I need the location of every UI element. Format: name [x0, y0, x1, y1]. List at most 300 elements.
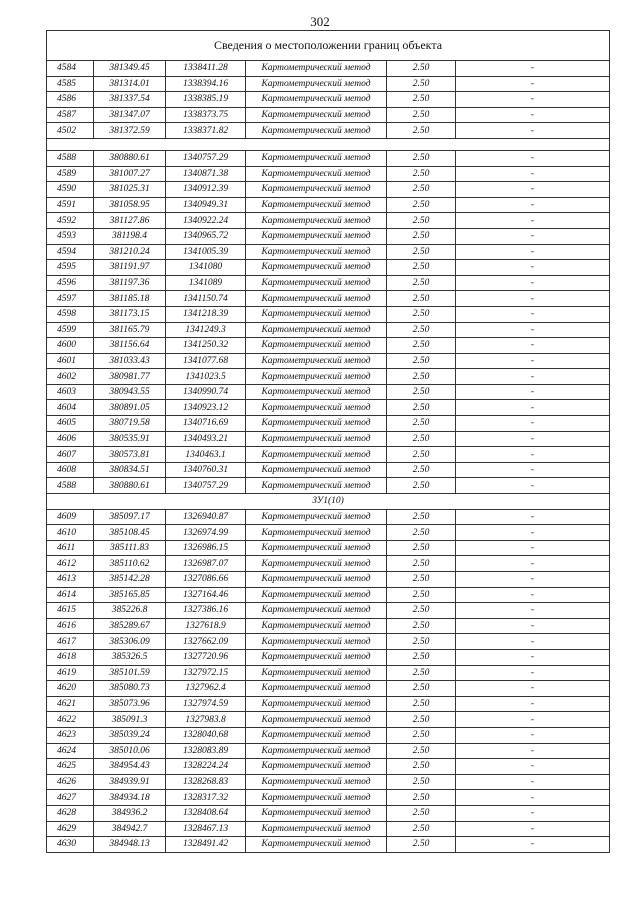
accuracy-cell: 2.50 [387, 61, 456, 77]
description-cell: - [456, 244, 610, 260]
description-cell: - [456, 712, 610, 728]
accuracy-cell: 2.50 [387, 400, 456, 416]
description-cell: - [456, 462, 610, 478]
method-cell: Картометрический метод [246, 540, 387, 556]
section-separator-row [47, 494, 610, 510]
method-cell: Картометрический метод [246, 759, 387, 775]
x-coordinate-cell: 380880.61 [94, 150, 166, 166]
section-label: ЗУ1(10) [47, 494, 610, 510]
table-row [47, 291, 610, 307]
accuracy-cell: 2.50 [387, 712, 456, 728]
description-cell: - [456, 431, 610, 447]
accuracy-cell: 2.50 [387, 228, 456, 244]
accuracy-cell: 2.50 [387, 525, 456, 541]
point-number-cell: 4584 [47, 61, 94, 77]
description-cell: - [456, 649, 610, 665]
method-cell: Картометрический метод [246, 447, 387, 463]
point-number-cell: 4629 [47, 821, 94, 837]
description-cell: - [456, 759, 610, 775]
y-coordinate-cell: 1328224.24 [166, 759, 246, 775]
accuracy-cell: 2.50 [387, 197, 456, 213]
accuracy-cell: 2.50 [387, 759, 456, 775]
y-coordinate-cell: 1340493.21 [166, 431, 246, 447]
point-number-cell: 4597 [47, 291, 94, 307]
x-coordinate-cell: 385110.62 [94, 556, 166, 572]
description-cell: - [456, 306, 610, 322]
x-coordinate-cell: 381210.24 [94, 244, 166, 260]
accuracy-cell: 2.50 [387, 338, 456, 354]
table-row [47, 727, 610, 743]
method-cell: Картометрический метод [246, 649, 387, 665]
accuracy-cell: 2.50 [387, 665, 456, 681]
accuracy-cell: 2.50 [387, 322, 456, 338]
description-cell: - [456, 197, 610, 213]
method-cell: Картометрический метод [246, 213, 387, 229]
accuracy-cell: 2.50 [387, 275, 456, 291]
table-row [47, 447, 610, 463]
y-coordinate-cell: 1326987.07 [166, 556, 246, 572]
y-coordinate-cell: 1328268.83 [166, 774, 246, 790]
point-number-cell: 4602 [47, 369, 94, 385]
x-coordinate-cell: 380535.91 [94, 431, 166, 447]
method-cell: Картометрический метод [246, 353, 387, 369]
accuracy-cell: 2.50 [387, 790, 456, 806]
accuracy-cell: 2.50 [387, 150, 456, 166]
description-cell: - [456, 213, 610, 229]
y-coordinate-cell: 1338411.28 [166, 61, 246, 77]
method-cell: Картометрический метод [246, 634, 387, 650]
method-cell: Картометрический метод [246, 431, 387, 447]
y-coordinate-cell: 1327962.4 [166, 681, 246, 697]
method-cell: Картометрический метод [246, 166, 387, 182]
description-cell: - [456, 540, 610, 556]
x-coordinate-cell: 381173.15 [94, 306, 166, 322]
point-number-cell: 4620 [47, 681, 94, 697]
method-cell: Картометрический метод [246, 384, 387, 400]
x-coordinate-cell: 381191.97 [94, 260, 166, 276]
method-cell: Картометрический метод [246, 837, 387, 853]
method-cell: Картометрический метод [246, 727, 387, 743]
method-cell: Картометрический метод [246, 92, 387, 108]
y-coordinate-cell: 1327086.66 [166, 572, 246, 588]
accuracy-cell: 2.50 [387, 291, 456, 307]
x-coordinate-cell: 381127.86 [94, 213, 166, 229]
method-cell: Картометрический метод [246, 306, 387, 322]
table-row [47, 712, 610, 728]
table-row [47, 540, 610, 556]
description-cell: - [456, 260, 610, 276]
point-number-cell: 4589 [47, 166, 94, 182]
y-coordinate-cell: 1327983.8 [166, 712, 246, 728]
x-coordinate-cell: 384934.18 [94, 790, 166, 806]
y-coordinate-cell: 1340757.29 [166, 478, 246, 494]
x-coordinate-cell: 385289.67 [94, 618, 166, 634]
point-number-cell: 4502 [47, 123, 94, 139]
accuracy-cell: 2.50 [387, 353, 456, 369]
method-cell: Картометрический метод [246, 603, 387, 619]
x-coordinate-cell: 385091.3 [94, 712, 166, 728]
method-cell: Картометрический метод [246, 338, 387, 354]
description-cell: - [456, 665, 610, 681]
method-cell: Картометрический метод [246, 182, 387, 198]
x-coordinate-cell: 385010.06 [94, 743, 166, 759]
x-coordinate-cell: 384939.91 [94, 774, 166, 790]
description-cell: - [456, 681, 610, 697]
description-cell: - [456, 76, 610, 92]
y-coordinate-cell: 1326986.15 [166, 540, 246, 556]
point-number-cell: 4600 [47, 338, 94, 354]
table-row [47, 76, 610, 92]
accuracy-cell: 2.50 [387, 213, 456, 229]
table-row [47, 572, 610, 588]
x-coordinate-cell: 380943.55 [94, 384, 166, 400]
table-row [47, 743, 610, 759]
table-caption-row [47, 31, 610, 61]
point-number-cell: 4599 [47, 322, 94, 338]
table-row [47, 509, 610, 525]
point-number-cell: 4621 [47, 696, 94, 712]
accuracy-cell: 2.50 [387, 76, 456, 92]
y-coordinate-cell: 1338385.19 [166, 92, 246, 108]
table-row [47, 696, 610, 712]
method-cell: Картометрический метод [246, 275, 387, 291]
table-row [47, 244, 610, 260]
method-cell: Картометрический метод [246, 509, 387, 525]
table-row [47, 260, 610, 276]
point-number-cell: 4616 [47, 618, 94, 634]
point-number-cell: 4593 [47, 228, 94, 244]
accuracy-cell: 2.50 [387, 478, 456, 494]
table-row [47, 400, 610, 416]
y-coordinate-cell: 1338373.75 [166, 107, 246, 123]
accuracy-cell: 2.50 [387, 107, 456, 123]
point-number-cell: 4623 [47, 727, 94, 743]
description-cell: - [456, 291, 610, 307]
table-row [47, 603, 610, 619]
y-coordinate-cell: 1327972.15 [166, 665, 246, 681]
description-cell: - [456, 416, 610, 432]
y-coordinate-cell: 1341249.3 [166, 322, 246, 338]
point-number-cell: 4592 [47, 213, 94, 229]
accuracy-cell: 2.50 [387, 572, 456, 588]
description-cell: - [456, 774, 610, 790]
table-row [47, 228, 610, 244]
description-cell: - [456, 618, 610, 634]
description-cell: - [456, 447, 610, 463]
x-coordinate-cell: 381197.36 [94, 275, 166, 291]
y-coordinate-cell: 1340923.12 [166, 400, 246, 416]
description-cell: - [456, 338, 610, 354]
table-row [47, 821, 610, 837]
table-row [47, 197, 610, 213]
accuracy-cell: 2.50 [387, 166, 456, 182]
method-cell: Картометрический метод [246, 61, 387, 77]
y-coordinate-cell: 1341005.39 [166, 244, 246, 260]
table-row [47, 837, 610, 853]
point-number-cell: 4588 [47, 150, 94, 166]
description-cell: - [456, 353, 610, 369]
method-cell: Картометрический метод [246, 821, 387, 837]
point-number-cell: 4626 [47, 774, 94, 790]
y-coordinate-cell: 1341250.32 [166, 338, 246, 354]
table-row [47, 213, 610, 229]
point-number-cell: 4614 [47, 587, 94, 603]
point-number-cell: 4630 [47, 837, 94, 853]
y-coordinate-cell: 1341080 [166, 260, 246, 276]
y-coordinate-cell: 1327662.09 [166, 634, 246, 650]
method-cell: Картометрический метод [246, 228, 387, 244]
accuracy-cell: 2.50 [387, 384, 456, 400]
point-number-cell: 4619 [47, 665, 94, 681]
x-coordinate-cell: 380880.61 [94, 478, 166, 494]
description-cell: - [456, 400, 610, 416]
y-coordinate-cell: 1338394.16 [166, 76, 246, 92]
y-coordinate-cell: 1341150.74 [166, 291, 246, 307]
accuracy-cell: 2.50 [387, 182, 456, 198]
accuracy-cell: 2.50 [387, 634, 456, 650]
method-cell: Картометрический метод [246, 291, 387, 307]
accuracy-cell: 2.50 [387, 416, 456, 432]
x-coordinate-cell: 385142.28 [94, 572, 166, 588]
description-cell: - [456, 322, 610, 338]
description-cell: - [456, 369, 610, 385]
point-number-cell: 4601 [47, 353, 94, 369]
accuracy-cell: 2.50 [387, 681, 456, 697]
accuracy-cell: 2.50 [387, 618, 456, 634]
x-coordinate-cell: 385039.24 [94, 727, 166, 743]
x-coordinate-cell: 381372.59 [94, 123, 166, 139]
y-coordinate-cell: 1327974.59 [166, 696, 246, 712]
method-cell: Картометрический метод [246, 76, 387, 92]
method-cell: Картометрический метод [246, 587, 387, 603]
point-number-cell: 4591 [47, 197, 94, 213]
point-number-cell: 4596 [47, 275, 94, 291]
method-cell: Картометрический метод [246, 462, 387, 478]
method-cell: Картометрический метод [246, 805, 387, 821]
y-coordinate-cell: 1327720.96 [166, 649, 246, 665]
page-number: 302 [310, 14, 330, 29]
accuracy-cell: 2.50 [387, 260, 456, 276]
method-cell: Картометрический метод [246, 123, 387, 139]
x-coordinate-cell: 381025.31 [94, 182, 166, 198]
table-row [47, 416, 610, 432]
x-coordinate-cell: 385108.45 [94, 525, 166, 541]
method-cell: Картометрический метод [246, 244, 387, 260]
y-coordinate-cell: 1340757.29 [166, 150, 246, 166]
y-coordinate-cell: 1327386.16 [166, 603, 246, 619]
description-cell: - [456, 107, 610, 123]
method-cell: Картометрический метод [246, 260, 387, 276]
table-row [47, 431, 610, 447]
x-coordinate-cell: 385097.17 [94, 509, 166, 525]
x-coordinate-cell: 385073.96 [94, 696, 166, 712]
accuracy-cell: 2.50 [387, 805, 456, 821]
x-coordinate-cell: 384942.7 [94, 821, 166, 837]
table-row [47, 649, 610, 665]
x-coordinate-cell: 381058.95 [94, 197, 166, 213]
table-row [47, 478, 610, 494]
y-coordinate-cell: 1326974.99 [166, 525, 246, 541]
y-coordinate-cell: 1340760.31 [166, 462, 246, 478]
x-coordinate-cell: 381198.4 [94, 228, 166, 244]
point-number-cell: 4595 [47, 260, 94, 276]
point-number-cell: 4625 [47, 759, 94, 775]
table-row [47, 61, 610, 77]
description-cell: - [456, 123, 610, 139]
x-coordinate-cell: 385165.85 [94, 587, 166, 603]
point-number-cell: 4605 [47, 416, 94, 432]
description-cell: - [456, 92, 610, 108]
x-coordinate-cell: 381156.64 [94, 338, 166, 354]
x-coordinate-cell: 381337.54 [94, 92, 166, 108]
description-cell: - [456, 509, 610, 525]
accuracy-cell: 2.50 [387, 696, 456, 712]
point-number-cell: 4617 [47, 634, 94, 650]
x-coordinate-cell: 385111.83 [94, 540, 166, 556]
table-row [47, 353, 610, 369]
accuracy-cell: 2.50 [387, 123, 456, 139]
description-cell: - [456, 696, 610, 712]
table-row [47, 182, 610, 198]
accuracy-cell: 2.50 [387, 431, 456, 447]
description-cell: - [456, 634, 610, 650]
method-cell: Картометрический метод [246, 197, 387, 213]
point-number-cell: 4586 [47, 92, 94, 108]
x-coordinate-cell: 381314.01 [94, 76, 166, 92]
point-number-cell: 4624 [47, 743, 94, 759]
table-row [47, 384, 610, 400]
point-number-cell: 4594 [47, 244, 94, 260]
description-cell: - [456, 384, 610, 400]
y-coordinate-cell: 1341023.5 [166, 369, 246, 385]
x-coordinate-cell: 381007.27 [94, 166, 166, 182]
y-coordinate-cell: 1340912.39 [166, 182, 246, 198]
table-row [47, 634, 610, 650]
accuracy-cell: 2.50 [387, 727, 456, 743]
point-number-cell: 4613 [47, 572, 94, 588]
table-row [47, 322, 610, 338]
point-number-cell: 4628 [47, 805, 94, 821]
accuracy-cell: 2.50 [387, 821, 456, 837]
description-cell: - [456, 166, 610, 182]
point-number-cell: 4611 [47, 540, 94, 556]
x-coordinate-cell: 380573.81 [94, 447, 166, 463]
y-coordinate-cell: 1328491.42 [166, 837, 246, 853]
x-coordinate-cell: 381165.79 [94, 322, 166, 338]
point-number-cell: 4627 [47, 790, 94, 806]
y-coordinate-cell: 1341089 [166, 275, 246, 291]
method-cell: Картометрический метод [246, 618, 387, 634]
point-number-cell: 4603 [47, 384, 94, 400]
table-row [47, 369, 610, 385]
method-cell: Картометрический метод [246, 525, 387, 541]
x-coordinate-cell: 380719.58 [94, 416, 166, 432]
description-cell: - [456, 182, 610, 198]
point-number-cell: 4606 [47, 431, 94, 447]
accuracy-cell: 2.50 [387, 774, 456, 790]
table-row [47, 665, 610, 681]
y-coordinate-cell: 1341077.68 [166, 353, 246, 369]
point-number-cell: 4598 [47, 306, 94, 322]
accuracy-cell: 2.50 [387, 556, 456, 572]
accuracy-cell: 2.50 [387, 587, 456, 603]
x-coordinate-cell: 381349.45 [94, 61, 166, 77]
accuracy-cell: 2.50 [387, 306, 456, 322]
description-cell: - [456, 572, 610, 588]
description-cell: - [456, 837, 610, 853]
x-coordinate-cell: 381347.07 [94, 107, 166, 123]
y-coordinate-cell: 1327164.46 [166, 587, 246, 603]
table-row [47, 790, 610, 806]
x-coordinate-cell: 381033.43 [94, 353, 166, 369]
boundary-coordinates-table [46, 30, 610, 853]
description-cell: - [456, 805, 610, 821]
x-coordinate-cell: 385226.8 [94, 603, 166, 619]
method-cell: Картометрический метод [246, 400, 387, 416]
y-coordinate-cell: 1328317.32 [166, 790, 246, 806]
accuracy-cell: 2.50 [387, 837, 456, 853]
x-coordinate-cell: 385326.5 [94, 649, 166, 665]
y-coordinate-cell: 1341218.39 [166, 306, 246, 322]
description-cell: - [456, 275, 610, 291]
accuracy-cell: 2.50 [387, 244, 456, 260]
point-number-cell: 4590 [47, 182, 94, 198]
method-cell: Картометрический метод [246, 572, 387, 588]
x-coordinate-cell: 385080.73 [94, 681, 166, 697]
point-number-cell: 4588 [47, 478, 94, 494]
table-row [47, 774, 610, 790]
x-coordinate-cell: 381185.18 [94, 291, 166, 307]
method-cell: Картометрический метод [246, 416, 387, 432]
x-coordinate-cell: 384948.13 [94, 837, 166, 853]
description-cell: - [456, 478, 610, 494]
description-cell: - [456, 790, 610, 806]
table-row [47, 587, 610, 603]
method-cell: Картометрический метод [246, 712, 387, 728]
method-cell: Картометрический метод [246, 478, 387, 494]
y-coordinate-cell: 1327618.9 [166, 618, 246, 634]
table-row [47, 681, 610, 697]
table-row [47, 275, 610, 291]
accuracy-cell: 2.50 [387, 509, 456, 525]
method-cell: Картометрический метод [246, 369, 387, 385]
table-row [47, 123, 610, 139]
point-number-cell: 4609 [47, 509, 94, 525]
x-coordinate-cell: 380981.77 [94, 369, 166, 385]
y-coordinate-cell: 1328467.13 [166, 821, 246, 837]
point-number-cell: 4587 [47, 107, 94, 123]
x-coordinate-cell: 384936.2 [94, 805, 166, 821]
y-coordinate-cell: 1340463.1 [166, 447, 246, 463]
description-cell: - [456, 150, 610, 166]
table-row [47, 525, 610, 541]
point-number-cell: 4585 [47, 76, 94, 92]
y-coordinate-cell: 1340922.24 [166, 213, 246, 229]
point-number-cell: 4615 [47, 603, 94, 619]
section-separator [47, 138, 610, 150]
table-row [47, 92, 610, 108]
table-row [47, 618, 610, 634]
point-number-cell: 4604 [47, 400, 94, 416]
method-cell: Картометрический метод [246, 681, 387, 697]
table-row [47, 107, 610, 123]
point-number-cell: 4622 [47, 712, 94, 728]
accuracy-cell: 2.50 [387, 540, 456, 556]
y-coordinate-cell: 1340965.72 [166, 228, 246, 244]
method-cell: Картометрический метод [246, 322, 387, 338]
y-coordinate-cell: 1340716.69 [166, 416, 246, 432]
y-coordinate-cell: 1340949.31 [166, 197, 246, 213]
